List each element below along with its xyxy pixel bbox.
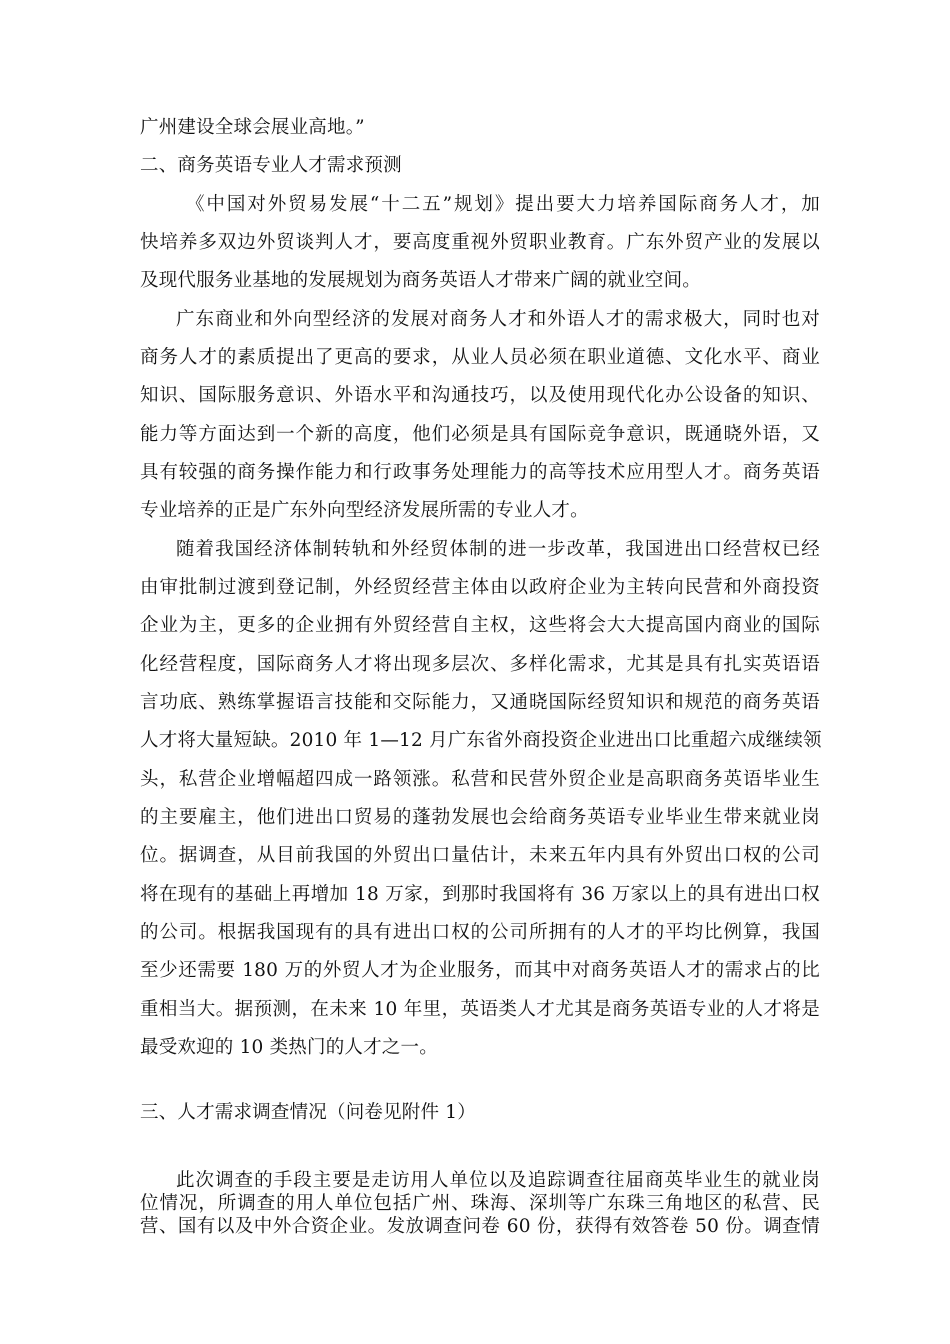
paragraph-line: 具有较强的商务操作能力和行政事务处理能力的高等技术应用型人才。商务英语 — [140, 462, 820, 483]
paragraph-line: 及现代服务业基地的发展规划为商务英语人才带来广阔的就业空间。 — [140, 270, 702, 291]
paragraph-line: 此次调查的手段主要是走访用人单位以及追踪调查往届商英毕业生的就业岗 — [176, 1170, 820, 1191]
paragraph-line: 的主要雇主，他们进出口贸易的蓬勃发展也会给商务英语专业毕业生带来就业岗 — [140, 807, 820, 828]
paragraph-line: 企业为主，更多的企业拥有外贸经营自主权，这些将会大大提高国内商业的国际 — [140, 615, 820, 636]
paragraph-line: 最受欢迎的 10 类热门的人才之一。 — [140, 1037, 438, 1058]
paragraph-line: 能力等方面达到一个新的高度，他们必须是具有国际竞争意识，既通晓外语，又 — [140, 424, 820, 445]
section-heading-3: 三、人才需求调查情况（问卷见附件 1） — [140, 1102, 476, 1123]
paragraph-line: 知识、国际服务意识、外语水平和沟通技巧，以及使用现代化办公设备的知识、 — [140, 385, 820, 406]
paragraph-line: 广州建设全球会展业高地。” — [140, 117, 365, 138]
paragraph-line: 将在现有的基础上再增加 18 万家，到那时我国将有 36 万家以上的具有进出口权 — [140, 884, 820, 905]
paragraph-line: 言功底、熟练掌握语言技能和交际能力，又通晓国际经贸知识和规范的商务英语 — [140, 692, 820, 713]
paragraph-line: 随着我国经济体制转轨和外经贸体制的进一步改革，我国进出口经营权已经 — [176, 539, 820, 560]
paragraph-line: 位情况，所调查的用人单位包括广州、珠海、深圳等广东珠三角地区的私营、民 — [140, 1193, 820, 1214]
paragraph-line: 《中国对外贸易发展“十二五”规划》提出要大力培养国际商务人才，加 — [186, 194, 820, 215]
section-heading-2: 二、商务英语专业人才需求预测 — [140, 155, 402, 176]
paragraph-line: 位。据调查，从目前我国的外贸出口量估计，未来五年内具有外贸出口权的公司 — [140, 845, 820, 866]
paragraph-line: 人才将大量短缺。2010 年 1—12 月广东省外商投资企业进出口比重超六成继续领 — [140, 730, 822, 751]
paragraph-line: 商务人才的素质提出了更高的要求，从业人员必须在职业道德、文化水平、商业 — [140, 347, 820, 368]
paragraph-line: 营、国有以及中外合资企业。发放调查问卷 60 份，获得有效答卷 50 份。调查情 — [140, 1216, 820, 1237]
paragraph-line: 广东商业和外向型经济的发展对商务人才和外语人才的需求极大，同时也对 — [176, 309, 820, 330]
paragraph-line: 化经营程度，国际商务人才将出现多层次、多样化需求，尤其是具有扎实英语语 — [140, 654, 820, 675]
paragraph-line: 专业培养的正是广东外向型经济发展所需的专业人才。 — [140, 500, 589, 521]
paragraph-line: 快培养多双边外贸谈判人才，要高度重视外贸职业教育。广东外贸产业的发展以 — [140, 232, 820, 253]
paragraph-line: 的公司。根据我国现有的具有进出口权的公司所拥有的人才的平均比例算，我国 — [140, 922, 820, 943]
paragraph-line: 头，私营企业增幅超四成一路领涨。私营和民营外贸企业是高职商务英语毕业生 — [140, 769, 820, 790]
paragraph-line: 至少还需要 180 万的外贸人才为企业服务，而其中对商务英语人才的需求占的比 — [140, 960, 820, 981]
paragraph-line: 重相当大。据预测，在未来 10 年里，英语类人才尤其是商务英语专业的人才将是 — [140, 999, 820, 1020]
paragraph-line: 由审批制过渡到登记制，外经贸经营主体由以政府企业为主转向民营和外商投资 — [140, 577, 820, 598]
